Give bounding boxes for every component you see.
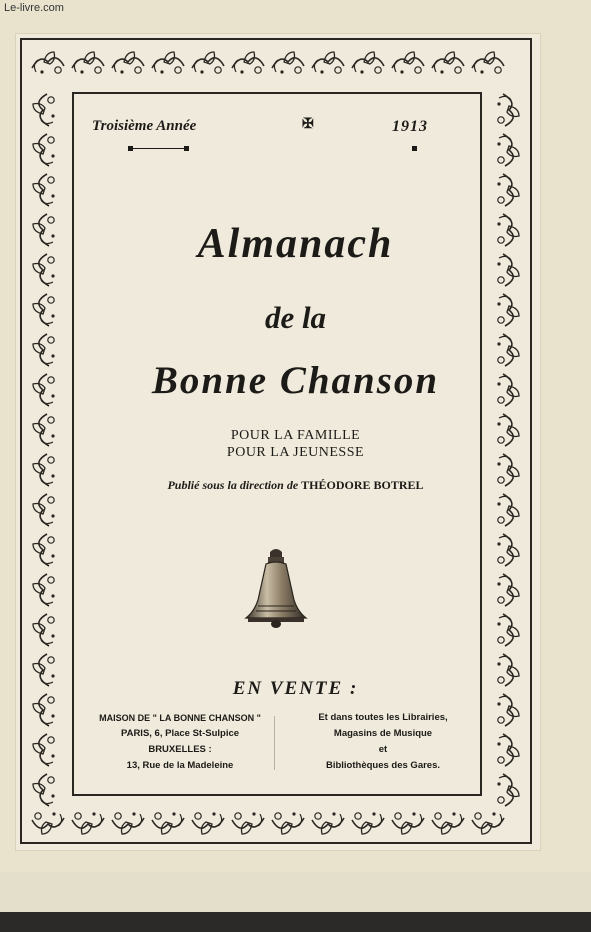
- year-label: 1913: [392, 118, 428, 135]
- edition-rule: [132, 148, 186, 149]
- address-line: 13, Rue de la Madeleine: [126, 760, 234, 771]
- sale-address-paris: [82, 710, 278, 774]
- bell-icon: [244, 548, 308, 632]
- sale-heading: EN VENTE :: [232, 678, 359, 699]
- cross-ornament-icon: ✠: [302, 117, 314, 132]
- shops-line: et: [378, 744, 388, 755]
- shops-line: Bibliothèques des Gares.: [325, 760, 441, 771]
- address-line: PARIS, 6, Place St-Sulpice: [120, 728, 240, 739]
- subtitle-line-1: POUR LA FAMILLE: [230, 428, 361, 443]
- director-name: THÉODORE BOTREL: [301, 478, 424, 492]
- address-line: BRUXELLES :: [148, 744, 212, 755]
- shops-line: Et dans toutes les Librairies,: [318, 712, 448, 723]
- edition-label: Troisième Année: [92, 118, 197, 134]
- address-line: MAISON DE " LA BONNE CHANSON ": [99, 713, 261, 723]
- rule-dot-left: [128, 146, 133, 151]
- title-line-3: Bonne Chanson: [151, 359, 440, 402]
- direction-prefix: Publié sous la direction de: [167, 478, 299, 492]
- title-line-2: de la: [264, 300, 327, 335]
- title-line-1: Almanach: [197, 221, 394, 267]
- direction-line: [0, 478, 591, 493]
- sale-other-shops: [296, 710, 470, 774]
- column-divider: [274, 716, 275, 770]
- shops-line: Magasins de Musique: [333, 728, 433, 739]
- year-dot: [412, 146, 417, 151]
- subtitle-line-2: POUR LA JEUNESSE: [226, 445, 365, 460]
- watermark: Le-livre.com: [4, 2, 64, 14]
- rule-dot-right: [184, 146, 189, 151]
